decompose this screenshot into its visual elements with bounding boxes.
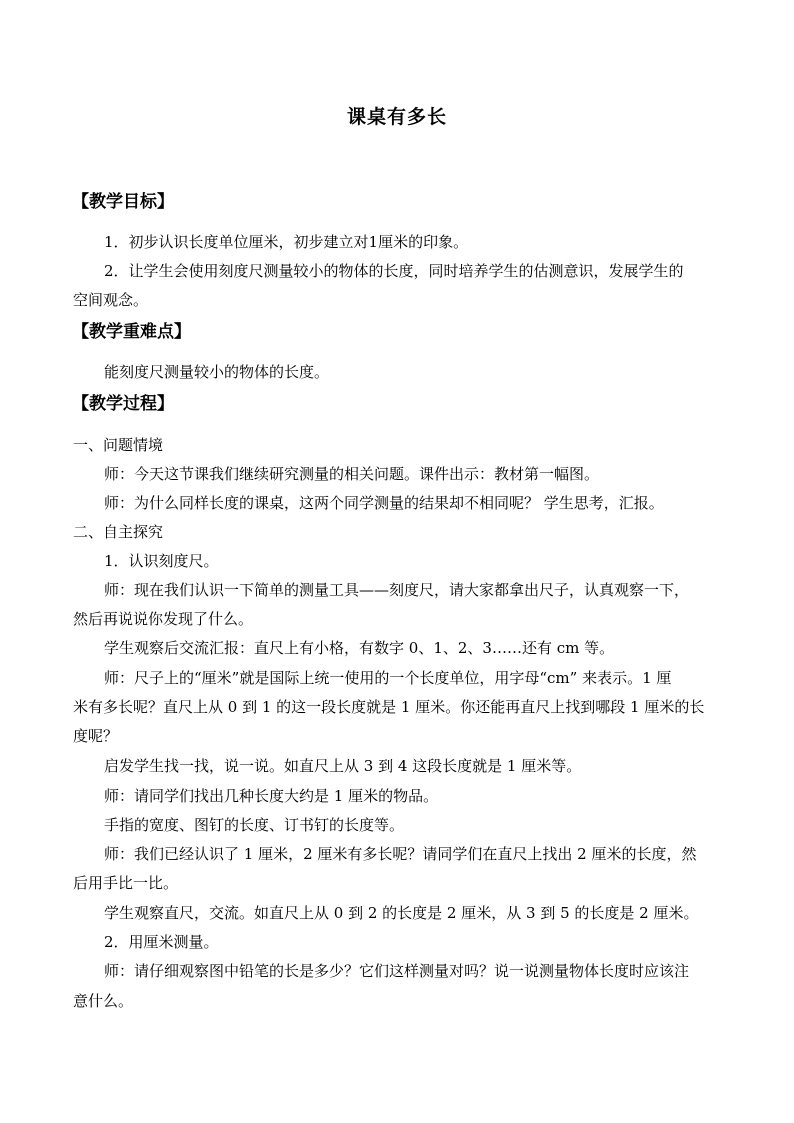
process-paragraph-11-line-2: 意什么。 xyxy=(73,992,134,1010)
process-part-1-title: 一、问题情境 xyxy=(73,436,164,454)
process-paragraph-5-line-1: 师：尺子上的“厘米”就是国际上统一使用的一个长度单位，用字母“cm” 来表示。1 厘 xyxy=(104,669,672,687)
goal-item-1: 1．初步认识长度单位厘米，初步建立对1厘米的印象。 xyxy=(104,233,469,251)
process-paragraph-5-line-3: 度呢？ xyxy=(73,727,119,745)
process-paragraph-4: 学生观察后交流汇报：直尺上有小格，有数字 0、1、2、3……还有 cm 等。 xyxy=(104,639,615,657)
process-paragraph-11-line-1: 师：请仔细观察图中铅笔的长是多少？它们这样测量对吗？说一说测量物体长度时应该注 xyxy=(104,962,690,980)
process-sub-2-title: 2．用厘米测量。 xyxy=(104,933,219,951)
process-paragraph-3-line-1: 师：现在我们认识一下简单的测量工具——刻度尺，请大家都拿出尺子，认真观察一下， xyxy=(104,581,690,599)
section-heading-process: 【教学过程】 xyxy=(72,394,174,414)
key-points-text: 能刻度尺测量较小的物体的长度。 xyxy=(104,363,330,381)
process-sub-1-title: 1．认识刻度尺。 xyxy=(104,552,219,570)
process-paragraph-1: 师：今天这节课我们继续研究测量的相关问题。课件出示：教材第一幅图。 xyxy=(104,465,600,483)
process-paragraph-8: 手指的宽度、图钉的长度、订书钉的长度等。 xyxy=(104,816,405,834)
section-heading-key-points: 【教学重难点】 xyxy=(72,322,191,342)
process-paragraph-9-line-2: 后用手比一比。 xyxy=(73,874,179,892)
goal-item-2-line-1: 2．让学生会使用刻度尺测量较小的物体的长度，同时培养学生的估测意识，发展学生的 xyxy=(104,262,684,280)
process-paragraph-9-line-1: 师：我们已经认识了 1 厘米，2 厘米有多长呢？请同学们在直尺上找出 2 厘米的长度，然 xyxy=(104,845,697,863)
process-paragraph-6: 启发学生找一找，说一说。如直尺上从 3 到 4 这段长度就是 1 厘米等。 xyxy=(104,757,582,775)
document-title: 课桌有多长 xyxy=(346,106,447,128)
process-part-2-title: 二、自主探究 xyxy=(73,523,164,541)
process-paragraph-7: 师：请同学们找出几种长度大约是 1 厘米的物品。 xyxy=(104,787,439,805)
process-paragraph-2: 师：为什么同样长度的课桌，这两个同学测量的结果却不相同呢？ 学生思考，汇报。 xyxy=(104,494,664,512)
process-paragraph-5-line-2: 米有多长呢？直尺上从 0 到 1 的这一段长度就是 1 厘米。你还能再直尺上找到哪段 1 厘米的长 xyxy=(73,698,705,716)
process-paragraph-3-line-2: 然后再说说你发现了什么。 xyxy=(73,610,254,628)
section-heading-goals: 【教学目标】 xyxy=(72,192,174,212)
process-paragraph-10: 学生观察直尺，交流。如直尺上从 0 到 2 的长度是 2 厘米，从 3 到 5 的长度是 2 厘米。 xyxy=(104,904,699,922)
goal-item-2-line-2: 空间观念。 xyxy=(73,291,149,309)
